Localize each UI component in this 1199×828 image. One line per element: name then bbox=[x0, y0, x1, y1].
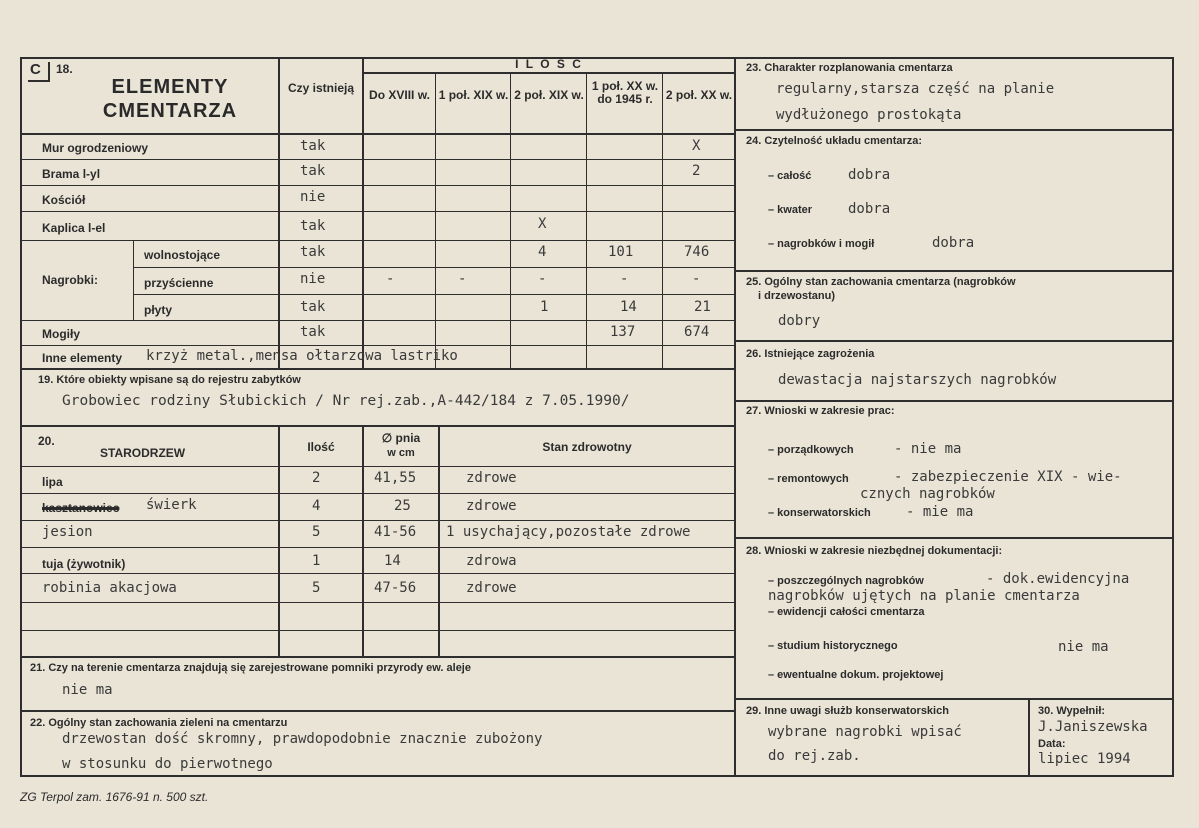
tree-diameter: 41,55 bbox=[374, 470, 417, 486]
element-count: 137 bbox=[610, 324, 636, 340]
s29-value-line2: do rej.zab. bbox=[768, 748, 861, 764]
s20-col-stan: Stan zdrowotny bbox=[542, 440, 632, 454]
element-label: Brama l-yl bbox=[42, 167, 101, 181]
section-18-number: 18. bbox=[56, 62, 73, 76]
element-exists: nie bbox=[300, 271, 326, 287]
element-exists: tak bbox=[300, 218, 326, 234]
s21-label: 21. Czy na terenie cmentarza znajdują się zarejestrowane pomniki przyrody ew. aleje bbox=[30, 662, 471, 674]
s20-number: 20. bbox=[38, 434, 55, 448]
s21-value: nie ma bbox=[62, 682, 113, 698]
s29-label: 29. Inne uwagi służb konserwatorskich bbox=[746, 705, 949, 717]
s28-item-label: – poszczególnych nagrobków bbox=[768, 575, 924, 587]
inne-value: krzyż metal.,mensa ołtarzowa lastriko bbox=[146, 348, 458, 364]
col-header-2: 1 poł. XIX w. bbox=[438, 88, 509, 102]
tree-diameter: 25 bbox=[394, 498, 411, 514]
s22-value-line1: drzewostan dość skromny, prawdopodobnie znacznie zubożony bbox=[62, 731, 543, 747]
s25-label-line2: i drzewostanu) bbox=[758, 290, 836, 302]
s24-item-value: dobra bbox=[932, 235, 975, 251]
element-count: 2 bbox=[692, 163, 701, 179]
s24-item-value: dobra bbox=[848, 201, 891, 217]
corner-marker bbox=[28, 62, 50, 82]
s24-item-label: – całość bbox=[768, 170, 812, 182]
s28-item-value: nie ma bbox=[1058, 639, 1109, 655]
s30-name: J.Janiszewska bbox=[1038, 719, 1148, 735]
element-count: 21 bbox=[694, 299, 711, 315]
tree-state: zdrowe bbox=[466, 580, 517, 596]
s26-label: 26. Istniejące zagrożenia bbox=[746, 348, 875, 360]
s20-col-ilosc: Ilość bbox=[307, 440, 335, 454]
nagrobki-group-label: Nagrobki: bbox=[42, 273, 99, 287]
element-label: przyścienne bbox=[144, 276, 214, 290]
s26-value: dewastacja najstarszych nagrobków bbox=[778, 372, 1057, 388]
element-count: 4 bbox=[538, 244, 547, 260]
s27-label: 27. Wnioski w zakresie prac: bbox=[746, 405, 895, 417]
element-exists: tak bbox=[300, 163, 326, 179]
s27-item-value: - nie ma bbox=[894, 441, 962, 457]
tree-qty: 2 bbox=[312, 470, 321, 486]
element-exists: tak bbox=[300, 244, 326, 260]
element-count: - bbox=[538, 271, 547, 287]
element-count: X bbox=[692, 138, 701, 154]
s22-value-line2: w stosunku do pierwotnego bbox=[62, 756, 273, 772]
s28-label: 28. Wnioski w zakresie niezbędnej dokumentacji: bbox=[746, 545, 1003, 557]
s27-item-label: – konserwatorskich bbox=[768, 507, 871, 519]
s27-item-label: – remontowych bbox=[768, 473, 849, 485]
element-exists: tak bbox=[300, 138, 326, 154]
element-count: 14 bbox=[620, 299, 637, 315]
s20-title: STARODRZEW bbox=[100, 446, 186, 460]
tree-qty: 5 bbox=[312, 580, 321, 596]
tree-diameter: 41-56 bbox=[374, 524, 417, 540]
s22-label: 22. Ogólny stan zachowania zieleni na cmentarzu bbox=[30, 717, 288, 729]
s27-item-value-cont: cznych nagrobków bbox=[860, 486, 995, 502]
s28-item-label: – ewidencji całości cmentarza bbox=[768, 606, 925, 618]
element-label: płyty bbox=[144, 303, 173, 317]
tree-state: zdrowe bbox=[466, 498, 517, 514]
element-label: wolnostojące bbox=[144, 248, 221, 262]
s25-value: dobry bbox=[778, 313, 821, 329]
s30-date: lipiec 1994 bbox=[1038, 751, 1131, 767]
elements-title-line1: ELEMENTY bbox=[111, 76, 229, 98]
tree-diameter: 14 bbox=[384, 553, 401, 569]
tree-name: robinia akacjowa bbox=[42, 580, 177, 596]
element-label: Kościół bbox=[42, 193, 86, 207]
tree-state: zdrowa bbox=[466, 553, 517, 569]
element-count: 1 bbox=[540, 299, 549, 315]
element-count: 746 bbox=[684, 244, 710, 260]
s27-item-value: - mie ma bbox=[906, 504, 974, 520]
col-exists-header: Czy istnieją bbox=[287, 81, 355, 95]
s20-col-pnia-unit: w cm bbox=[387, 447, 415, 459]
s25-label-line1: 25. Ogólny stan zachowania cmentarza (nagrobków bbox=[746, 276, 1016, 288]
elements-title-line2: CMENTARZA bbox=[102, 100, 238, 122]
s19-label: 19. Które obiekty wpisane są do rejestru zabytków bbox=[38, 374, 301, 386]
s30-label: 30. Wypełnił: bbox=[1038, 705, 1106, 717]
s28-item-value: - dok.ewidencyjna bbox=[986, 571, 1130, 587]
col-header-3: 2 poł. XIX w. bbox=[514, 88, 584, 102]
element-exists: nie bbox=[300, 189, 326, 205]
s24-item-value: dobra bbox=[848, 167, 891, 183]
tree-name: lipa bbox=[42, 475, 63, 489]
element-count: X bbox=[538, 216, 547, 232]
s23-value-line2: wydłużonego prostokąta bbox=[776, 107, 962, 123]
s23-value-line1: regularny,starsza część na planie bbox=[776, 81, 1055, 97]
tree-qty: 1 bbox=[312, 553, 321, 569]
col-header-4: 1 poł. XX w. do 1945 r. bbox=[591, 79, 659, 106]
tree-state: zdrowe bbox=[466, 470, 517, 486]
s29-value-line1: wybrane nagrobki wpisać bbox=[768, 724, 962, 740]
element-label: Mogiły bbox=[42, 327, 80, 341]
element-count: - bbox=[458, 271, 467, 287]
inne-label: Inne elementy bbox=[42, 351, 123, 365]
s27-item-label: – porządkowych bbox=[768, 444, 854, 456]
s20-col-pnia: ∅ pnia bbox=[381, 431, 421, 445]
tree-name: świerk bbox=[146, 497, 197, 513]
s30-date-label: Data: bbox=[1038, 738, 1066, 750]
element-exists: tak bbox=[300, 324, 326, 340]
s24-item-label: – kwater bbox=[768, 204, 813, 216]
element-count: 674 bbox=[684, 324, 710, 340]
element-label: Mur ogrodzeniowy bbox=[42, 141, 148, 155]
col-header-5: 2 poł. XX w. bbox=[665, 88, 733, 102]
tree-qty: 4 bbox=[312, 498, 321, 514]
tree-diameter: 47-56 bbox=[374, 580, 417, 596]
s23-label: 23. Charakter rozplanowania cmentarza bbox=[746, 62, 953, 74]
s28-item-label: – ewentualne dokum. projektowej bbox=[768, 669, 944, 681]
tree-state: 1 usychający,pozostałe zdrowe bbox=[446, 524, 691, 540]
element-count: - bbox=[386, 271, 395, 287]
tree-name: jesion bbox=[42, 524, 93, 540]
element-exists: tak bbox=[300, 299, 326, 315]
element-label: Kaplica l-el bbox=[42, 221, 106, 235]
corner-letter: C bbox=[30, 61, 41, 78]
s24-item-label: – nagrobków i mogił bbox=[768, 238, 875, 250]
tree-qty: 5 bbox=[312, 524, 321, 540]
element-count: - bbox=[692, 271, 701, 287]
ilosc-header: I L O Ś C bbox=[515, 57, 583, 71]
tree-name-struck: kasztanowiec bbox=[42, 501, 120, 515]
tree-name: tuja (żywotnik) bbox=[42, 557, 126, 571]
s28-item-value-cont: nagrobków ujętych na planie cmentarza bbox=[768, 588, 1080, 604]
s28-item-label: – studium historycznego bbox=[768, 640, 898, 652]
s24-label: 24. Czytelność układu cmentarza: bbox=[746, 135, 923, 147]
printer-footer: ZG Terpol zam. 1676-91 n. 500 szt. bbox=[20, 790, 209, 804]
s27-item-value: - zabezpieczenie XIX - wie- bbox=[894, 469, 1122, 485]
element-count: - bbox=[620, 271, 629, 287]
element-count: 101 bbox=[608, 244, 634, 260]
s19-value: Grobowiec rodziny Słubickich / Nr rej.zab.,A-442/184 z 7.05.1990/ bbox=[62, 393, 630, 409]
col-header-1: Do XVIII w. bbox=[369, 88, 430, 102]
